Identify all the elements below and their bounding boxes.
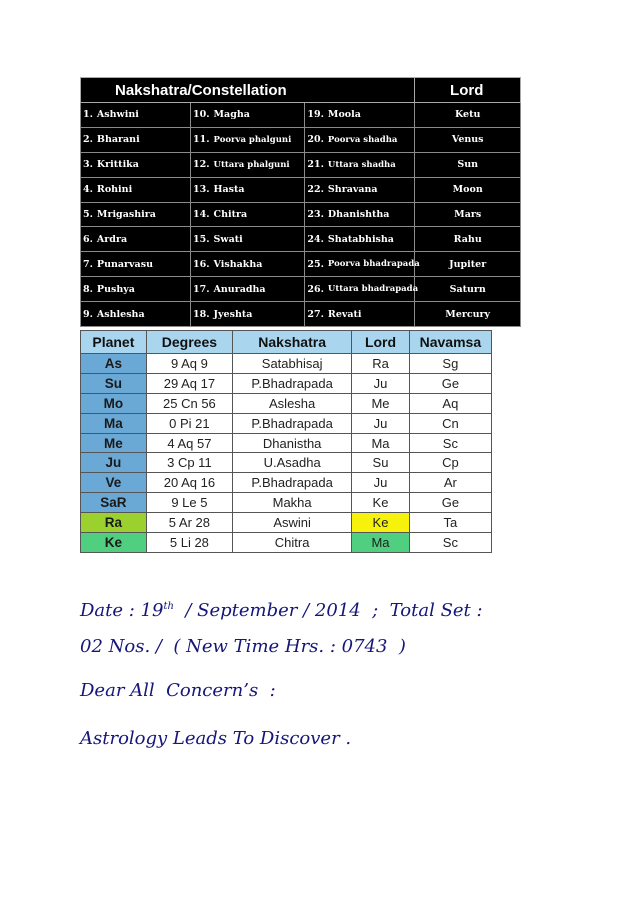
nakshatra-name: Punarvasu [96, 258, 153, 270]
planet-row [81, 413, 492, 433]
nakshatra-name: Rohini [96, 184, 133, 196]
nakshatra-cell [191, 252, 305, 277]
nakshatra-number: 11. [193, 134, 210, 146]
tagline: Astrology Leads To Discover . [80, 728, 352, 749]
planet-navamsa-cell: Sc [409, 433, 491, 453]
nakshatra-name: Uttara shadha [327, 159, 396, 170]
planet-planet-cell: Ju [81, 453, 147, 473]
nakshatra-row [81, 202, 521, 227]
planet-lord-cell: Me [352, 393, 410, 413]
nakshatra-number: 6. [83, 233, 93, 245]
planet-planet-cell: Ve [81, 473, 147, 493]
planet-lord-cell: Ra [352, 354, 410, 374]
planet-row [81, 533, 492, 553]
nakshatra-lord: Saturn [415, 277, 521, 302]
nakshatra-cell [81, 277, 191, 302]
planet-nakshatra-cell: U.Asadha [233, 453, 352, 473]
nakshatra-lord: Mars [415, 202, 521, 227]
nakshatra-number: 7. [83, 258, 93, 270]
navamsa-header: Navamsa [409, 331, 491, 354]
planet-row [81, 354, 492, 374]
lord-col-header: Lord [352, 331, 410, 354]
nakshatra-number: 27. [307, 308, 324, 320]
nakshatra-name: Chitra [213, 208, 248, 220]
nakshatra-cell [305, 227, 415, 252]
nakshatra-number: 2. [83, 134, 93, 146]
planet-row [81, 473, 492, 493]
nakshatra-row [81, 252, 521, 277]
planet-row [81, 393, 492, 413]
nakshatra-cell [305, 252, 420, 277]
nakshatra-name: Uttara bhadrapada [327, 284, 419, 295]
planet-navamsa-cell: Ge [409, 373, 491, 393]
nakshatra-cell [305, 127, 415, 152]
nakshatra-name: Shatabhisha [327, 233, 394, 245]
nakshatra-cell [81, 177, 191, 202]
planet-degrees-cell: 5 Ar 28 [146, 513, 232, 533]
nakshatra-cell [81, 252, 191, 277]
planet-row [81, 373, 492, 393]
planet-header: Planet [81, 331, 147, 354]
nakshatra-cell [81, 202, 191, 227]
planet-planet-cell: Su [81, 373, 147, 393]
nakshatra-name: Poorva shadha [327, 134, 398, 145]
planet-nakshatra-cell: Makha [233, 493, 352, 513]
planet-lord-cell: Su [352, 453, 410, 473]
planet-degrees-cell: 29 Aq 17 [146, 373, 232, 393]
nakshatra-number: 15. [193, 233, 210, 245]
planet-planet-cell: SaR [81, 493, 147, 513]
lord-header: Lord [415, 78, 521, 103]
nakshatra-number: 23. [307, 208, 324, 220]
nakshatra-name: Revati [327, 308, 362, 320]
nakshatra-number: 10. [193, 109, 210, 121]
nakshatra-number: 21. [307, 159, 324, 171]
planet-planet-cell: Me [81, 433, 147, 453]
planet-navamsa-cell: Ge [409, 493, 491, 513]
nakshatra-name: Mrigashira [96, 208, 156, 220]
nakshatra-lord: Rahu [415, 227, 521, 252]
nakshatra-name: Krittika [96, 159, 139, 171]
planet-degrees-cell: 5 Li 28 [146, 533, 232, 553]
nakshatra-name: Pushya [96, 283, 135, 295]
nakshatra-name: Bharani [96, 134, 140, 146]
planet-planet-cell: Ma [81, 413, 147, 433]
nakshatra-number: 16. [193, 258, 210, 270]
nakshatra-name: Jyeshta [213, 308, 253, 320]
nakshatra-cell [191, 103, 305, 128]
planet-navamsa-cell: Ar [409, 473, 491, 493]
nakshatra-cell [305, 152, 415, 177]
nakshatra-row [81, 302, 521, 327]
planet-nakshatra-cell: Dhanistha [233, 433, 352, 453]
nakshatra-number: 3. [83, 159, 93, 171]
nakshatra-cell [81, 302, 191, 327]
planet-lord-cell: Ke [352, 493, 410, 513]
nakshatra-number: 1. [83, 109, 93, 121]
nakshatra-row [81, 277, 521, 302]
nakshatra-col-header: Nakshatra [233, 331, 352, 354]
degrees-header: Degrees [146, 331, 232, 354]
total-set-line: 02 Nos. / ( New Time Hrs. : 0743 ) [80, 636, 406, 657]
greeting-line: Dear All Concern’s : [80, 680, 276, 701]
nakshatra-row [81, 152, 521, 177]
nakshatra-number: 12. [193, 159, 210, 171]
planet-degrees-cell: 4 Aq 57 [146, 433, 232, 453]
nakshatra-cell [191, 202, 305, 227]
nakshatra-number: 13. [193, 184, 210, 196]
nakshatra-name: Ardra [96, 233, 128, 245]
nakshatra-lord: Jupiter [415, 252, 521, 277]
planet-degrees-cell: 0 Pi 21 [146, 413, 232, 433]
planet-navamsa-cell: Cn [409, 413, 491, 433]
nakshatra-number: 17. [193, 283, 210, 295]
planet-lord-cell: Ke [352, 513, 410, 533]
nakshatra-row [81, 227, 521, 252]
nakshatra-header: Nakshatra/Constellation [81, 78, 415, 103]
nakshatra-name: Moola [327, 109, 361, 121]
planet-nakshatra-cell: Aswini [233, 513, 352, 533]
nakshatra-lord: Venus [415, 127, 521, 152]
planet-planet-cell: Ra [81, 513, 147, 533]
nakshatra-cell [191, 302, 305, 327]
nakshatra-name: Vishakha [213, 258, 263, 270]
planet-lord-cell: Ma [352, 433, 410, 453]
nakshatra-number: 19. [307, 109, 324, 121]
nakshatra-constellation-table [80, 77, 521, 327]
nakshatra-cell [305, 103, 415, 128]
nakshatra-cell [81, 227, 191, 252]
nakshatra-cell [191, 177, 305, 202]
planet-lord-cell: Ju [352, 413, 410, 433]
nakshatra-name: Uttara phalguni [213, 159, 290, 170]
nakshatra-cell [305, 302, 415, 327]
planet-positions-table [80, 330, 492, 553]
nakshatra-number: 5. [83, 208, 93, 220]
planet-navamsa-cell: Ta [409, 513, 491, 533]
planet-row [81, 493, 492, 513]
nakshatra-lord: Mercury [415, 302, 521, 327]
nakshatra-name: Shravana [327, 184, 378, 196]
nakshatra-cell [191, 152, 305, 177]
nakshatra-name: Magha [213, 109, 250, 121]
planet-planet-cell: As [81, 354, 147, 374]
nakshatra-number: 18. [193, 308, 210, 320]
nakshatra-name: Poorva bhadrapada [327, 259, 420, 270]
planet-planet-cell: Ke [81, 533, 147, 553]
planet-navamsa-cell: Sc [409, 533, 491, 553]
planet-degrees-cell: 20 Aq 16 [146, 473, 232, 493]
nakshatra-name: Anuradha [213, 283, 266, 295]
nakshatra-number: 24. [307, 233, 324, 245]
planet-row [81, 433, 492, 453]
planet-nakshatra-cell: Chitra [233, 533, 352, 553]
planet-navamsa-cell: Sg [409, 354, 491, 374]
nakshatra-number: 4. [83, 184, 93, 196]
planet-degrees-cell: 3 Cp 11 [146, 453, 232, 473]
nakshatra-lord: Ketu [415, 103, 521, 128]
planet-degrees-cell: 9 Le 5 [146, 493, 232, 513]
nakshatra-cell [191, 227, 305, 252]
nakshatra-name: Ashwini [96, 109, 139, 121]
planet-navamsa-cell: Aq [409, 393, 491, 413]
nakshatra-cell [81, 103, 191, 128]
nakshatra-number: 22. [307, 184, 324, 196]
date-line: Date : 19th / September / 2014 ; Total Set : [80, 600, 483, 621]
planet-degrees-cell: 9 Aq 9 [146, 354, 232, 374]
planet-navamsa-cell: Cp [409, 453, 491, 473]
planet-nakshatra-cell: Aslesha [233, 393, 352, 413]
nakshatra-cell [305, 177, 415, 202]
planet-nakshatra-cell: Satabhisaj [233, 354, 352, 374]
nakshatra-number: 14. [193, 208, 210, 220]
nakshatra-lord: Moon [415, 177, 521, 202]
nakshatra-name: Dhanishtha [327, 208, 390, 220]
planet-lord-cell: Ju [352, 373, 410, 393]
nakshatra-row [81, 127, 521, 152]
nakshatra-name: Swati [213, 233, 243, 245]
nakshatra-cell [81, 127, 191, 152]
nakshatra-cell [191, 127, 305, 152]
planet-degrees-cell: 25 Cn 56 [146, 393, 232, 413]
nakshatra-name: Hasta [213, 184, 245, 196]
nakshatra-row [81, 177, 521, 202]
planet-row [81, 513, 492, 533]
nakshatra-number: 26. [307, 283, 324, 295]
nakshatra-lord: Sun [415, 152, 521, 177]
nakshatra-cell [81, 152, 191, 177]
planet-nakshatra-cell: P.Bhadrapada [233, 473, 352, 493]
planet-lord-cell: Ma [352, 533, 410, 553]
planet-planet-cell: Mo [81, 393, 147, 413]
nakshatra-cell [305, 277, 419, 302]
nakshatra-number: 25. [307, 258, 324, 270]
nakshatra-cell [191, 277, 305, 302]
planet-nakshatra-cell: P.Bhadrapada [233, 373, 352, 393]
nakshatra-row [81, 103, 521, 128]
planet-lord-cell: Ju [352, 473, 410, 493]
nakshatra-number: 9. [83, 308, 93, 320]
nakshatra-cell [305, 202, 415, 227]
nakshatra-name: Poorva phalguni [213, 134, 292, 145]
nakshatra-name: Ashlesha [96, 308, 145, 320]
nakshatra-number: 20. [307, 134, 324, 146]
nakshatra-number: 8. [83, 283, 93, 295]
planet-nakshatra-cell: P.Bhadrapada [233, 413, 352, 433]
planet-row [81, 453, 492, 473]
